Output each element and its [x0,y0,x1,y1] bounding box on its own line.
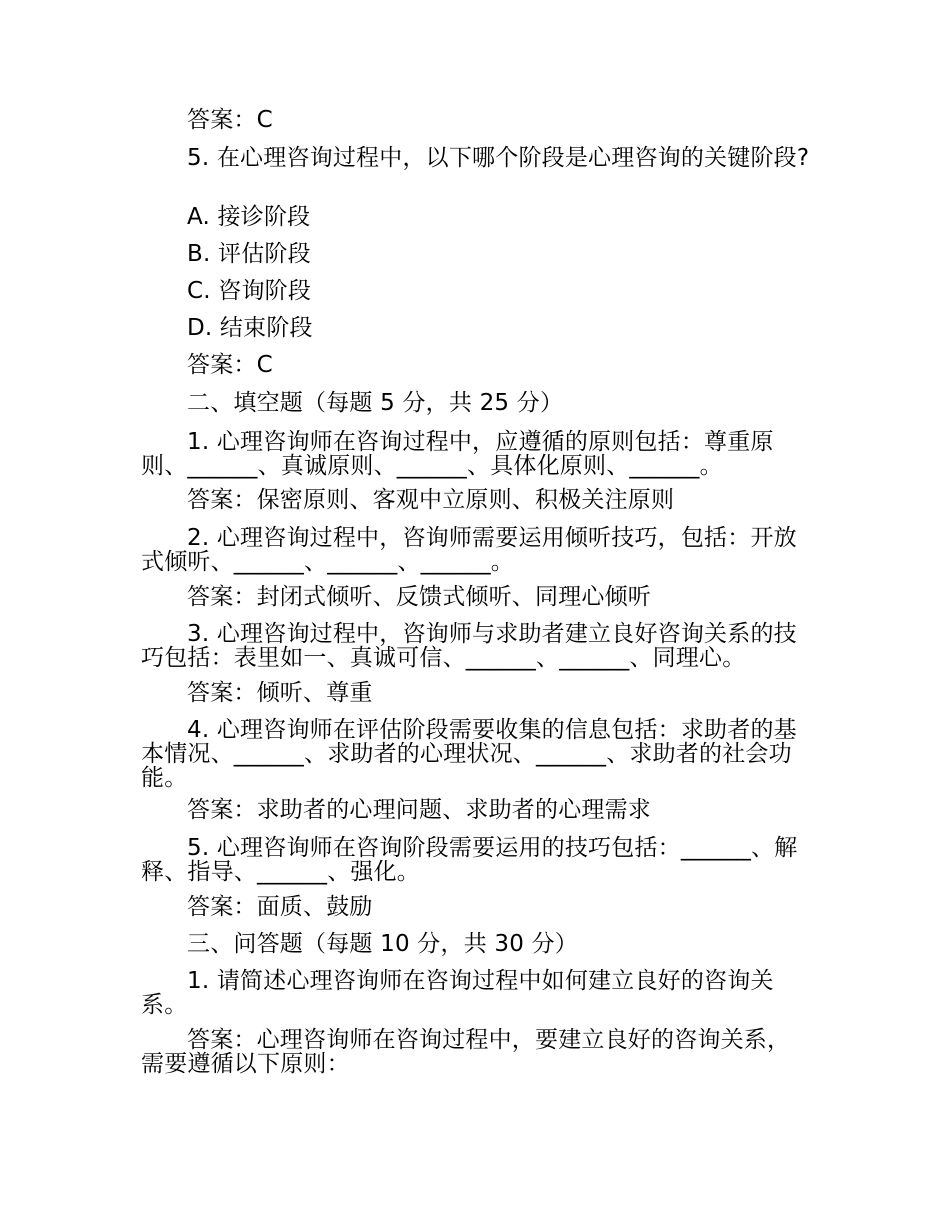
essay-answer: 答案：心理咨询师在咨询过程中，要建立良好的咨询关系，需要遵循以下原则： [141,1027,791,1077]
answer-line: 答案：C [187,107,273,133]
fill-in-question-2: 2. 心理咨询过程中，咨询师需要运用倾听技巧，包括：开放式倾听、______、______、______。 [141,525,797,575]
option-d: D. 结束阶段 [187,315,313,341]
option-c: C. 咨询阶段 [187,278,312,304]
option-a: A. 接诊阶段 [187,204,311,230]
section-heading-fill-in: 二、填空题（每题 5 分，共 25 分） [187,390,564,416]
fill-in-question-1: 1. 心理咨询师在咨询过程中，应遵循的原则包括：尊重原则、______、真诚原则、______、具体化原则、______。 [141,429,774,479]
fill-in-question-5: 5. 心理咨询师在咨询阶段需要运用的技巧包括：______、解释、指导、______、强化。 [141,835,798,885]
answer-line: 答案：求助者的心理问题、求助者的心理需求 [187,797,651,823]
option-b: B. 评估阶段 [187,241,311,267]
fill-in-question-3: 3. 心理咨询过程中，咨询师与求助者建立良好咨询关系的技巧包括：表里如一、真诚可信、______、______、同理心。 [141,621,797,671]
fill-in-question-4: 4. 心理咨询师在评估阶段需要收集的信息包括：求助者的基本情况、______、求助者的心理状况、______、求助者的社会功能。 [141,717,797,791]
question-5: 5. 在心理咨询过程中，以下哪个阶段是心理咨询的关键阶段? [187,145,810,171]
answer-line: 答案：C [187,352,273,378]
answer-line: 答案：面质、鼓励 [187,894,373,920]
essay-question-1: 1. 请简述心理咨询师在咨询过程中如何建立良好的咨询关系。 [141,968,774,1018]
section-heading-essay: 三、问答题（每题 10 分，共 30 分） [187,931,578,957]
answer-line: 答案：封闭式倾听、反馈式倾听、同理心倾听 [187,584,651,610]
answer-line: 答案：保密原则、客观中立原则、积极关注原则 [187,487,675,513]
answer-line: 答案：倾听、尊重 [187,680,373,706]
